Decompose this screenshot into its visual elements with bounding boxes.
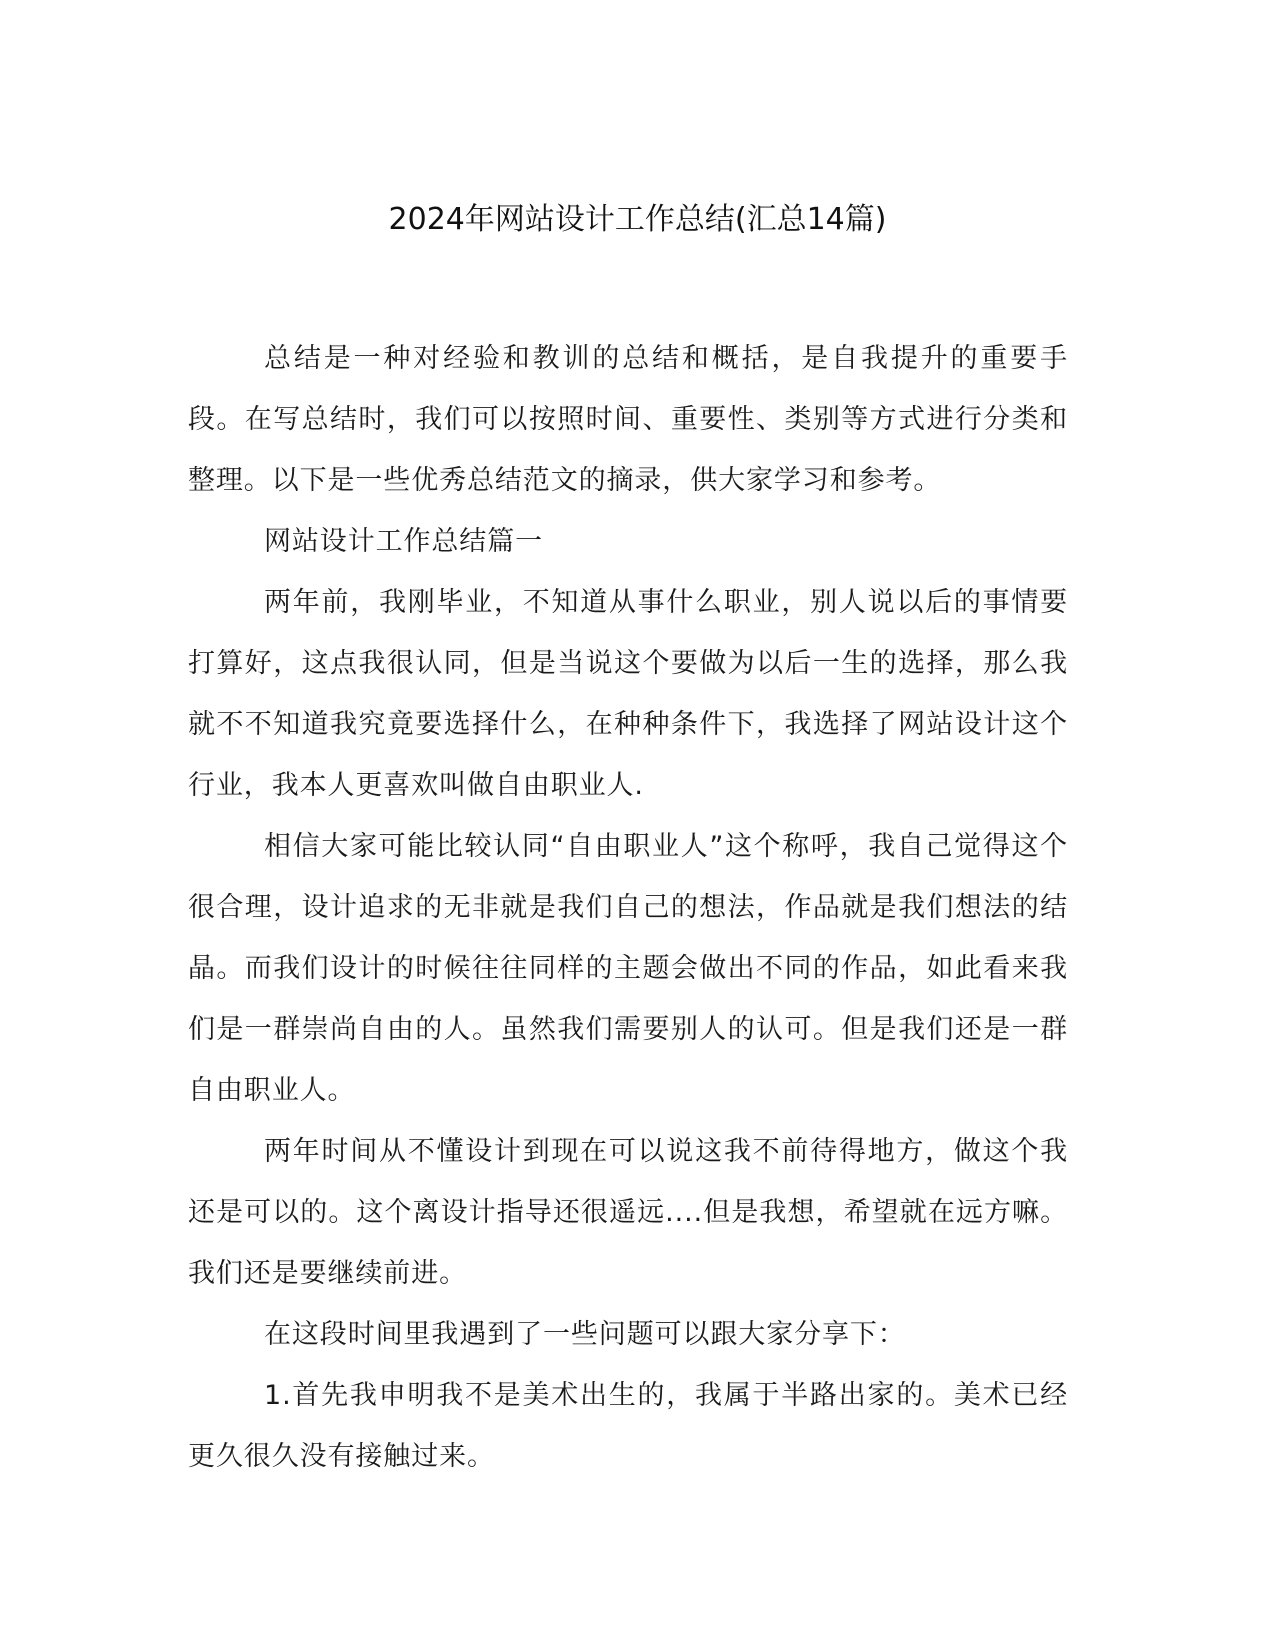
paragraph: 两年时间从不懂设计到现在可以说这我不前待得地方，做这个我还是可以的。这个离设计指导还很遥远....但是我想，希望就在远方嘛。我们还是要继续前进。 [188,1136,1068,1289]
paragraph: 在这段时间里我遇到了一些问题可以跟大家分享下： [264,1319,906,1350]
document-title: 2024年网站设计工作总结(汇总14篇) [388,202,887,237]
paragraph: 相信大家可能比较认同“自由职业人”这个称呼，我自己觉得这个很合理，设计追求的无非就是我们自己的想法，作品就是我们想法的结晶。而我们设计的时候往往同样的主题会做出不同的作品，如此看来我们是一群崇尚自由的人。虽然我们需要别人的认可。但是我们还是一群自由职业人。 [188,831,1068,1106]
section-heading: 网站设计工作总结篇一 [264,526,543,557]
paragraph: 1.首先我申明我不是美术出生的，我属于半路出家的。美术已经更久很久没有接触过来。 [188,1380,1068,1472]
paragraph-intro: 总结是一种对经验和教训的总结和概括，是自我提升的重要手段。在写总结时，我们可以按照时间、重要性、类别等方式进行分类和整理。以下是一些优秀总结范文的摘录，供大家学习和参考。 [188,343,1068,496]
document-body [188,328,1068,1487]
paragraph: 两年前，我刚毕业，不知道从事什么职业，别人说以后的事情要打算好，这点我很认同，但是当说这个要做为以后一生的选择，那么我就不不知道我究竟要选择什么，在种种条件下，我选择了网站设计这个行业，我本人更喜欢叫做自由职业人. [188,587,1068,801]
